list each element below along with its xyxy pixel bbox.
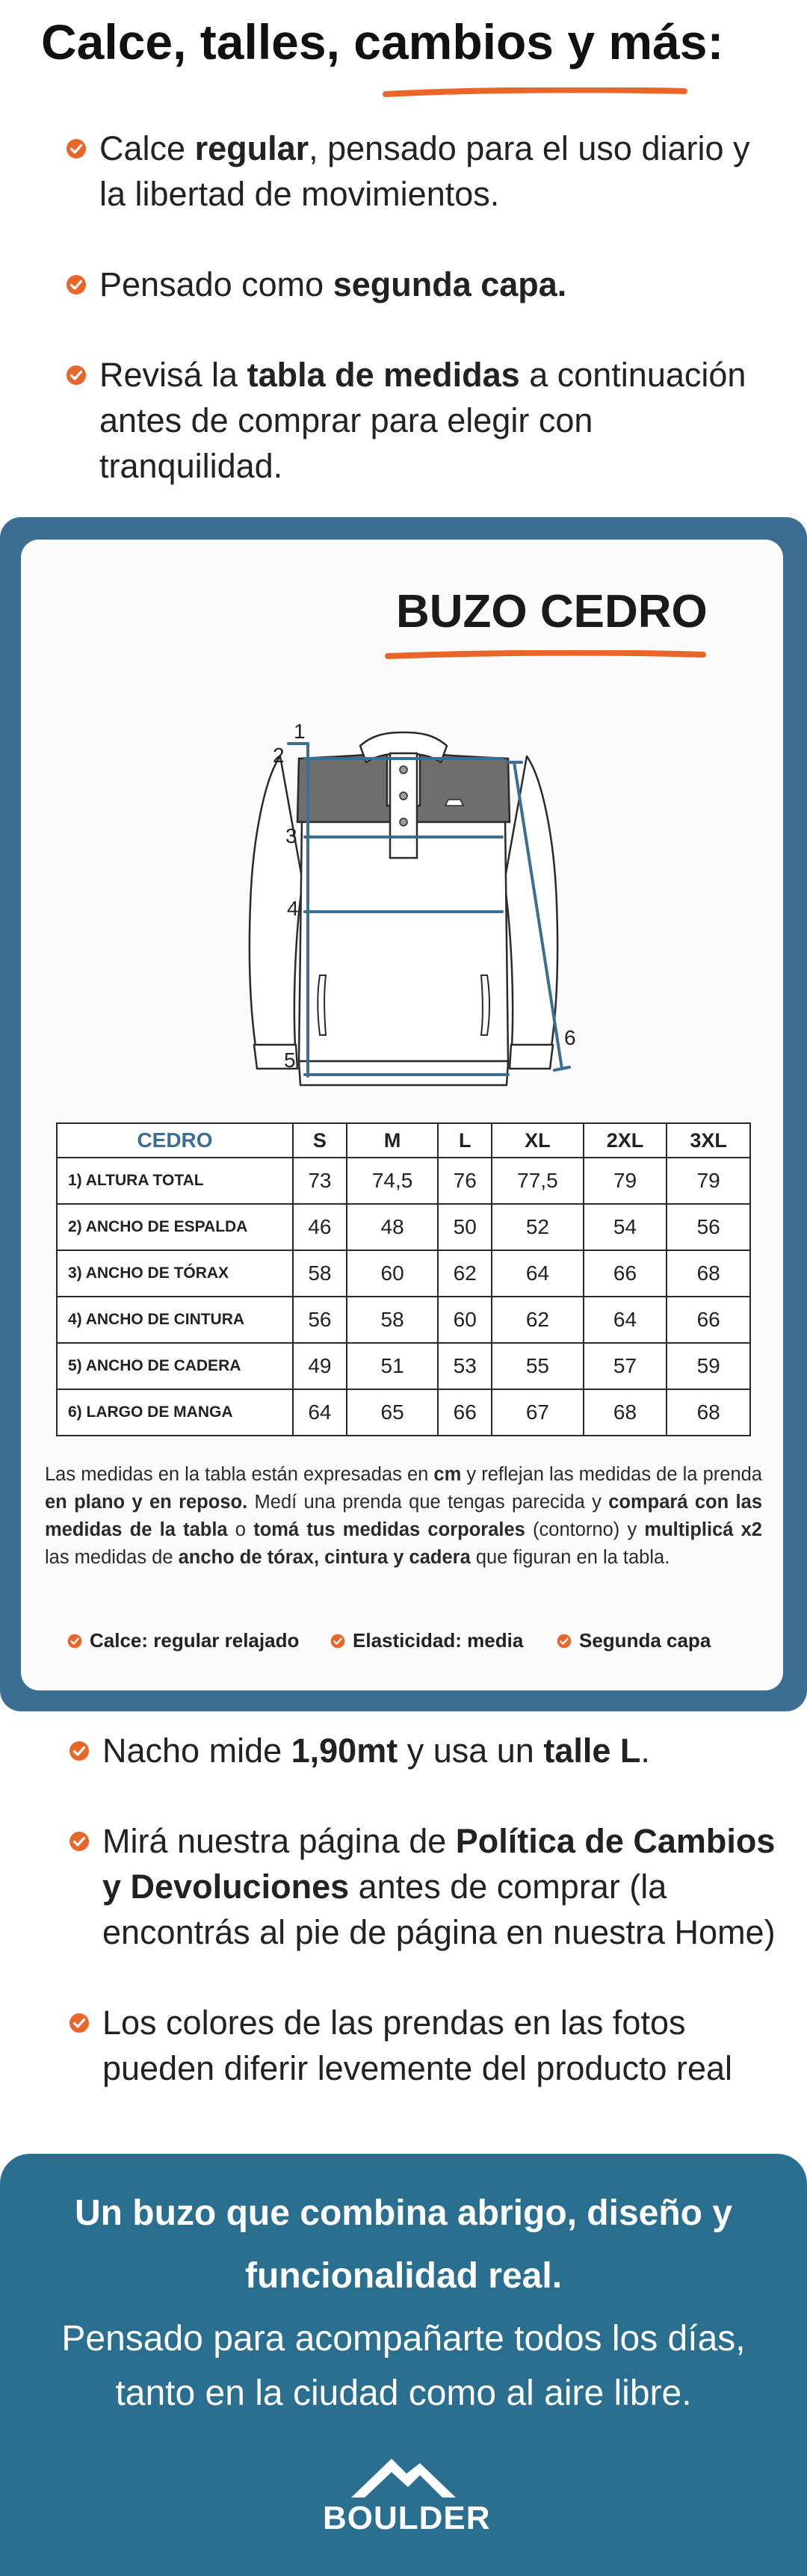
footer-headline: Un buzo que combina abrigo, diseño y funcionalidad real. [74,2193,733,2296]
row-label: 3) ANCHO DE TÓRAX [57,1250,293,1297]
diagram-label-3: 3 [285,824,297,847]
table-header-cell: XL [492,1123,583,1158]
row-label: 5) ANCHO DE CADERA [57,1343,293,1389]
footer-body: Pensado para acompañarte todos los días, tanto en la ciudad como al aire libre. [61,2319,746,2413]
table-cell: 48 [347,1204,438,1250]
table-cell: 76 [438,1158,492,1204]
table-cell: 64 [584,1297,667,1343]
table-cell: 74,5 [347,1158,438,1204]
table-cell: 68 [667,1250,750,1297]
table-cell: 56 [667,1204,750,1250]
table-header-cell: CEDRO [57,1123,293,1158]
diagram-label-5: 5 [284,1048,296,1072]
table-cell: 79 [584,1158,667,1204]
top-bullet-list [66,126,783,534]
diagram-label-1: 1 [294,720,306,743]
table-cell: 62 [438,1250,492,1297]
row-label: 1) ALTURA TOTAL [57,1158,293,1204]
table-header-cell: M [347,1123,438,1158]
table-cell: 58 [347,1297,438,1343]
table-cell: 64 [293,1389,347,1436]
row-label: 6) LARGO DE MANGA [57,1389,293,1436]
table-cell: 66 [584,1250,667,1297]
brand-logo-text: BOULDER [323,2500,491,2536]
check-icon [557,1634,572,1649]
table-header-cell: 2XL [584,1123,667,1158]
title-underline [383,87,687,98]
table-row [57,1158,750,1204]
table-cell: 66 [667,1297,750,1343]
card-title: BUZO CEDRO [396,586,708,637]
row-label: 4) ANCHO DE CINTURA [57,1297,293,1343]
table-row [57,1250,750,1297]
table-cell: 59 [667,1343,750,1389]
fit-summary [67,1629,762,1659]
table-row [57,1297,750,1343]
table-header-cell: L [438,1123,492,1158]
table-cell: 58 [293,1250,347,1297]
check-icon [69,1741,90,1761]
page-title: Calce, talles, cambios y más: [41,14,724,70]
table-cell: 68 [667,1389,750,1436]
table-cell: 54 [584,1204,667,1250]
table-header-row [57,1123,750,1158]
table-cell: 79 [667,1158,750,1204]
bullet-item: Mirá nuestra página de Política de Cambios y Devoluciones antes de comprar (la encontrás al pie de página en nuestra Home) [69,1818,786,1955]
bottom-bullet-list [69,1728,786,2136]
table-row [57,1204,750,1250]
measurement-note: Las medidas en la tabla están expresadas en cm y reflejan las medidas de la prenda en plano y en reposo. Medí una prenda que tengas parecida y compará con las medidas de la tabla o tomá tus medidas corporales (contorno) y multiplicá x2 las medidas de ancho de tórax, cintura y cadera que figuran en la tabla. [45,1464,762,1568]
table-cell: 67 [492,1389,583,1436]
table-cell: 52 [492,1204,583,1250]
table-cell: 57 [584,1343,667,1389]
table-cell: 49 [293,1343,347,1389]
table-row [57,1389,750,1436]
bullet-item: Calce regular, pensado para el uso diario y la libertad de movimientos. [66,126,783,217]
bullet-item: Pensado como segunda capa. [66,262,783,307]
table-header-cell: 3XL [667,1123,750,1158]
check-icon [69,2013,90,2033]
table-cell: 73 [293,1158,347,1204]
garment-measurement-diagram [224,688,583,1106]
table-cell: 60 [347,1250,438,1297]
diagram-label-6: 6 [564,1026,576,1049]
diagram-label-4: 4 [287,897,299,920]
table-cell: 62 [492,1297,583,1343]
check-icon [66,138,87,159]
table-cell: 46 [293,1204,347,1250]
layer-chip: Segunda capa [557,1629,711,1652]
size-table [56,1122,751,1436]
table-header-cell: S [293,1123,347,1158]
row-label: 2) ANCHO DE ESPALDA [57,1204,293,1250]
table-cell: 55 [492,1343,583,1389]
elasticity-chip: Elasticidad: media [330,1629,523,1652]
table-cell: 51 [347,1343,438,1389]
bullet-item: Nacho mide 1,90mt y usa un talle L. [69,1728,786,1773]
table-row [57,1343,750,1389]
table-cell: 56 [293,1297,347,1343]
table-cell: 50 [438,1204,492,1250]
check-icon [66,274,87,295]
table-cell: 77,5 [492,1158,583,1204]
check-icon [330,1634,345,1649]
card-title-underline [385,650,706,661]
table-cell: 53 [438,1343,492,1389]
fit-chip: Calce: regular relajado [67,1629,299,1652]
check-icon [69,1831,90,1852]
table-cell: 65 [347,1389,438,1436]
check-icon [66,365,87,386]
diagram-label-2: 2 [273,744,285,767]
table-cell: 64 [492,1250,583,1297]
bullet-item: Revisá la tabla de medidas a continuación antes de comprar para elegir con tranquilidad. [66,352,783,489]
table-cell: 60 [438,1297,492,1343]
table-cell: 68 [584,1389,667,1436]
table-cell: 66 [438,1389,492,1436]
bullet-item: Los colores de las prendas en las fotos pueden diferir levemente del producto real [69,2000,786,2091]
check-icon [67,1634,82,1649]
